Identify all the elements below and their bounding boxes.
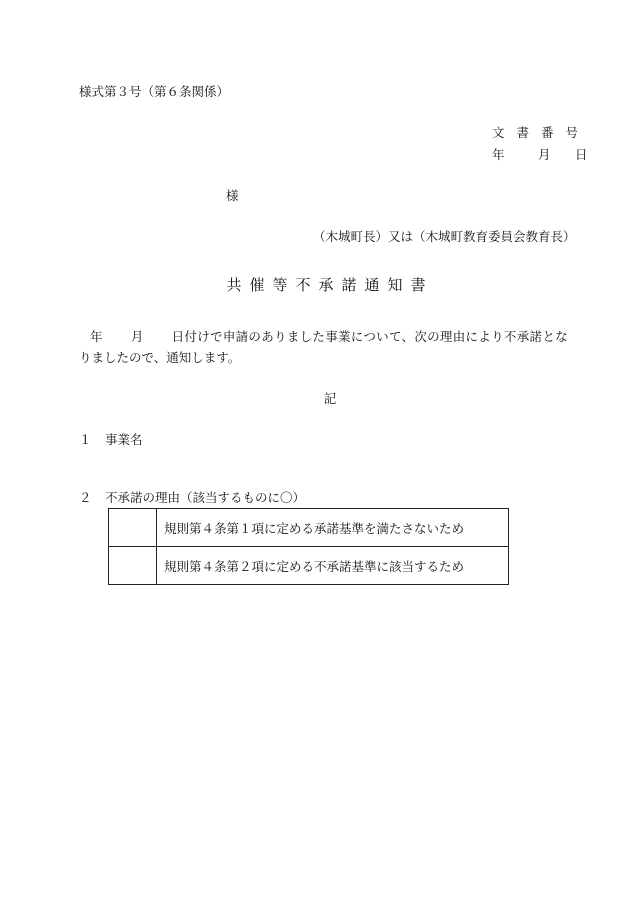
document-number-label: 文書番号	[492, 125, 591, 140]
date-day-label: 日	[575, 147, 588, 162]
item-label: 不承諾の理由（該当するものに〇）	[105, 490, 306, 505]
item-business-name	[79, 432, 143, 448]
body-year-label: 年	[90, 329, 103, 344]
form-number: 様式第３号（第６条関係）	[79, 84, 230, 99]
item-number: ２	[79, 490, 92, 505]
date-month-label: 月	[538, 147, 551, 162]
reason-row	[109, 547, 509, 585]
reason-text: 規則第４条第１項に定める承諾基準を満たさないため	[157, 509, 509, 547]
item-refusal-reason	[79, 490, 305, 506]
reason-check-cell[interactable]	[109, 547, 157, 585]
document-title: 共催等不承諾通知書	[226, 276, 434, 294]
ki-label: 記	[323, 391, 337, 406]
reason-check-cell[interactable]	[109, 509, 157, 547]
date-year-label: 年	[492, 147, 505, 162]
item-number: １	[79, 432, 92, 447]
item-label: 事業名	[105, 432, 143, 447]
body-month-label: 月	[130, 329, 144, 344]
reason-row	[109, 509, 509, 547]
reason-table	[108, 508, 509, 585]
recipient-honorific: 様	[226, 188, 239, 203]
body-paragraph-line-2: りましたので、通知します。	[79, 350, 241, 365]
body-line-1-text: 日付けで申請のありました事業について、次の理由により不承諾とな	[171, 329, 568, 344]
body-paragraph-line-1	[90, 329, 568, 345]
reason-text: 規則第４条第２項に定める不承諾基準に該当するため	[157, 547, 509, 585]
sender-line: （木城町長）又は（木城町教育委員会教育長）	[313, 229, 576, 244]
